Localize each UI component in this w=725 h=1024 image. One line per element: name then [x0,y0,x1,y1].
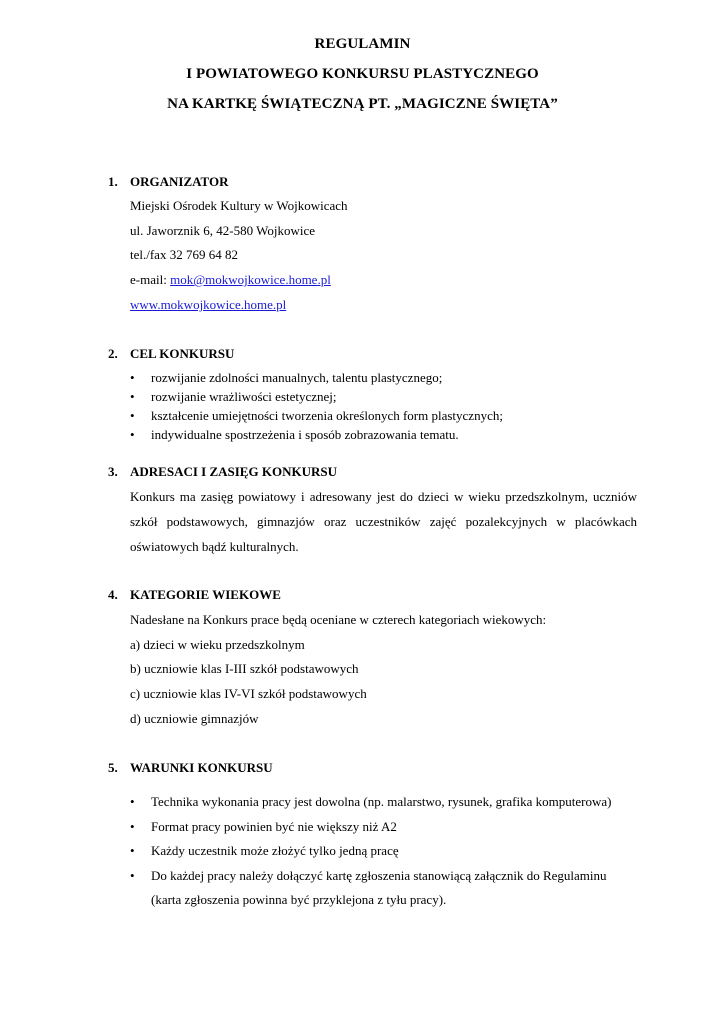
doc-title-line-3: NA KARTKĘ ŚWIĄTECZNĄ PT. „MAGICZNE ŚWIĘTA” [167,96,558,112]
website-link[interactable]: www.mokwojkowice.home.pl [130,297,287,312]
age-category-item: c) uczniowie klas IV-VI szkół podstawowych [130,686,367,701]
bullet-icon: • [130,408,135,423]
audience-paragraph-line: szkół podstawowych, gimnazjów oraz uczestników zajęć pozalekcyjnych w placówkach [130,514,637,529]
audience-paragraph-line: oświatowych bądź kulturalnych. [130,539,299,554]
section-3-number: 3. [108,464,118,479]
goal-item: rozwijanie wrażliwości estetycznej; [151,389,337,404]
section-5-number: 5. [108,760,118,775]
section-4-number: 4. [108,587,118,602]
bullet-icon: • [130,868,135,883]
goal-item: kształcenie umiejętności tworzenia określonych form plastycznych; [151,408,503,423]
condition-continuation: (karta zgłoszenia powinna być przyklejona z tyłu pracy). [151,892,447,907]
condition-item: Do każdej pracy należy dołączyć kartę zgłoszenia stanowiącą załącznik do Regulaminu [151,868,607,883]
goal-item: indywidualne spostrzeżenia i sposób zobrazowania tematu. [151,427,459,442]
doc-title-line-1: REGULAMIN [314,36,411,52]
organizer-phone: tel./fax 32 769 64 82 [130,247,238,262]
organizer-address: ul. Jaworznik 6, 42-580 Wojkowice [130,223,316,238]
condition-item: Format pracy powinien być nie większy niż A2 [151,819,397,834]
age-category-item: b) uczniowie klas I-III szkół podstawowych [130,661,359,676]
section-2-heading: CEL KONKURSU [130,346,235,361]
organizer-email-line [130,272,331,288]
bullet-icon: • [130,427,135,442]
email-link[interactable]: mok@mokwojkowice.home.pl [170,272,331,287]
bullet-icon: • [130,843,135,858]
condition-item: Technika wykonania pracy jest dowolna (np. malarstwo, rysunek, grafika komputerowa) [151,794,612,809]
section-1-number: 1. [108,174,118,189]
section-1-heading: ORGANIZATOR [130,174,229,189]
goal-item: rozwijanie zdolności manualnych, talentu plastycznego; [151,370,443,385]
age-category-item: a) dzieci w wieku przedszkolnym [130,637,305,652]
bullet-icon: • [130,794,135,809]
section-5-heading: WARUNKI KONKURSU [130,760,273,775]
email-label: e-mail: [130,272,171,287]
doc-title-line-2: I POWIATOWEGO KONKURSU PLASTYCZNEGO [186,66,539,82]
age-categories-intro: Nadesłane na Konkurs prace będą oceniane w czterech kategoriach wiekowych: [130,612,547,627]
section-2-number: 2. [108,346,118,361]
age-category-item: d) uczniowie gimnazjów [130,711,259,726]
bullet-icon: • [130,389,135,404]
condition-item: Każdy uczestnik może złożyć tylko jedną pracę [151,843,399,858]
section-4-heading: KATEGORIE WIEKOWE [130,587,281,602]
section-3-heading: ADRESACI I ZASIĘG KONKURSU [130,464,337,479]
bullet-icon: • [130,370,135,385]
audience-paragraph-line: Konkurs ma zasięg powiatowy i adresowany jest do dzieci w wieku przedszkolnym, uczniów [130,489,637,504]
organizer-name: Miejski Ośrodek Kultury w Wojkowicach [130,198,348,213]
bullet-icon: • [130,819,135,834]
